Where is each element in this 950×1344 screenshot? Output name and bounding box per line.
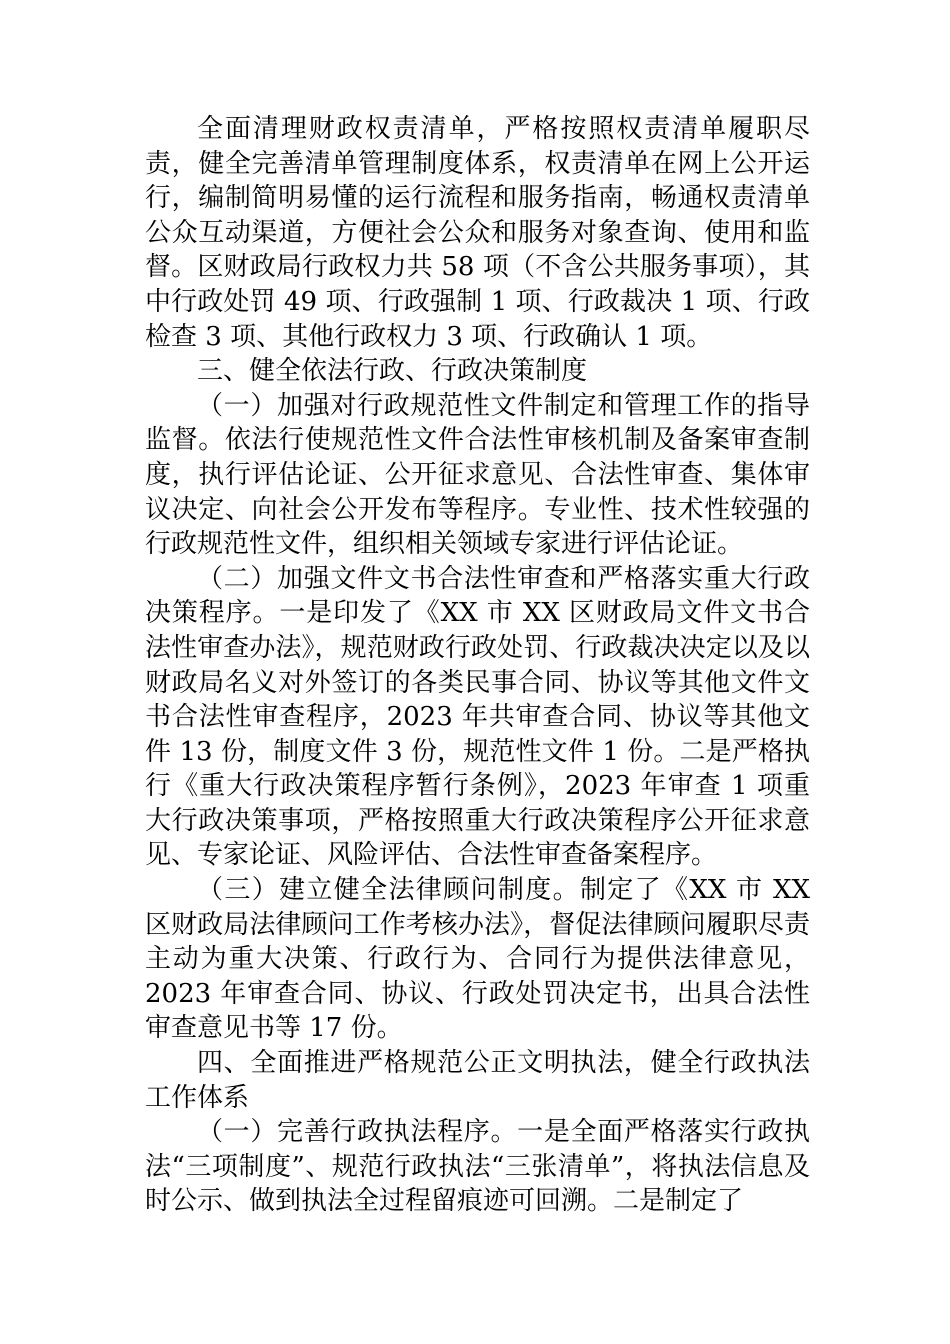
section-heading-4: 四、全面推进严格规范公正文明执法，健全行政执法工作体系 bbox=[145, 1048, 810, 1113]
paragraph-legal-advisor: （三）建立健全法律顾问制度。制定了《XX 市 XX 区财政局法律顾问工作考核办法》，督促法律顾问履职尽责主动为重大决策、行政行为、合同行为提供法律意见，2023 年审查合同、协议、行政处罚决定书，出具合法性审查意见书等 17 份。 bbox=[145, 875, 810, 1044]
paragraph-power-list: 全面清理财政权责清单，严格按照权责清单履职尽责，健全完善清单管理制度体系，权责清单在网上公开运行，编制简明易懂的运行流程和服务指南，畅通权责清单公众互动渠道，方便社会公众和服务对象查询、使用和监督。区财政局行政权力共 58 项（不含公共服务事项），其中行政处罚 49 项、行政强制 1 项、行政裁决 1 项、行政检查 3 项、其他行政权力 3 项、行政确认 1 项。 bbox=[145, 114, 810, 352]
section-heading-3: 三、健全依法行政、行政决策制度 bbox=[197, 356, 588, 387]
paragraph-enforcement-procedure: （一）完善行政执法程序。一是全面严格落实行政执法“三项制度”、规范行政执法“三张清单”，将执法信息及时公示、做到执法全过程留痕迹可回溯。二是制定了 bbox=[145, 1117, 810, 1217]
paragraph-normative-documents: （一）加强对行政规范性文件制定和管理工作的指导监督。依法行使规范性文件合法性审核机制及备案审查制度，执行评估论证、公开征求意见、合法性审查、集体审议决定、向社会公开发布等程序。专业性、技术性较强的行政规范性文件，组织相关领域专家进行评估论证。 bbox=[145, 390, 810, 560]
paragraph-legality-review: （二）加强文件文书合法性审查和严格落实重大行政决策程序。一是印发了《XX 市 XX 区财政局文件文书合法性审查办法》，规范财政行政处罚、行政裁决决定以及以财政局名义对外签订的各类民事合同、协议等其他文件文书合法性审查程序，2023 年共审查合同、协议等其他文件 13 份，制度文件 3 份，规范性文件 1 份。二是严格执行《重大行政决策程序暂行条例》，2023 年审查 1 项重大行政决策事项，严格按照重大行政决策程序公开征求意见、专家论证、风险评估、合法性审查备案程序。 bbox=[145, 563, 810, 871]
document-page bbox=[145, 112, 810, 1219]
